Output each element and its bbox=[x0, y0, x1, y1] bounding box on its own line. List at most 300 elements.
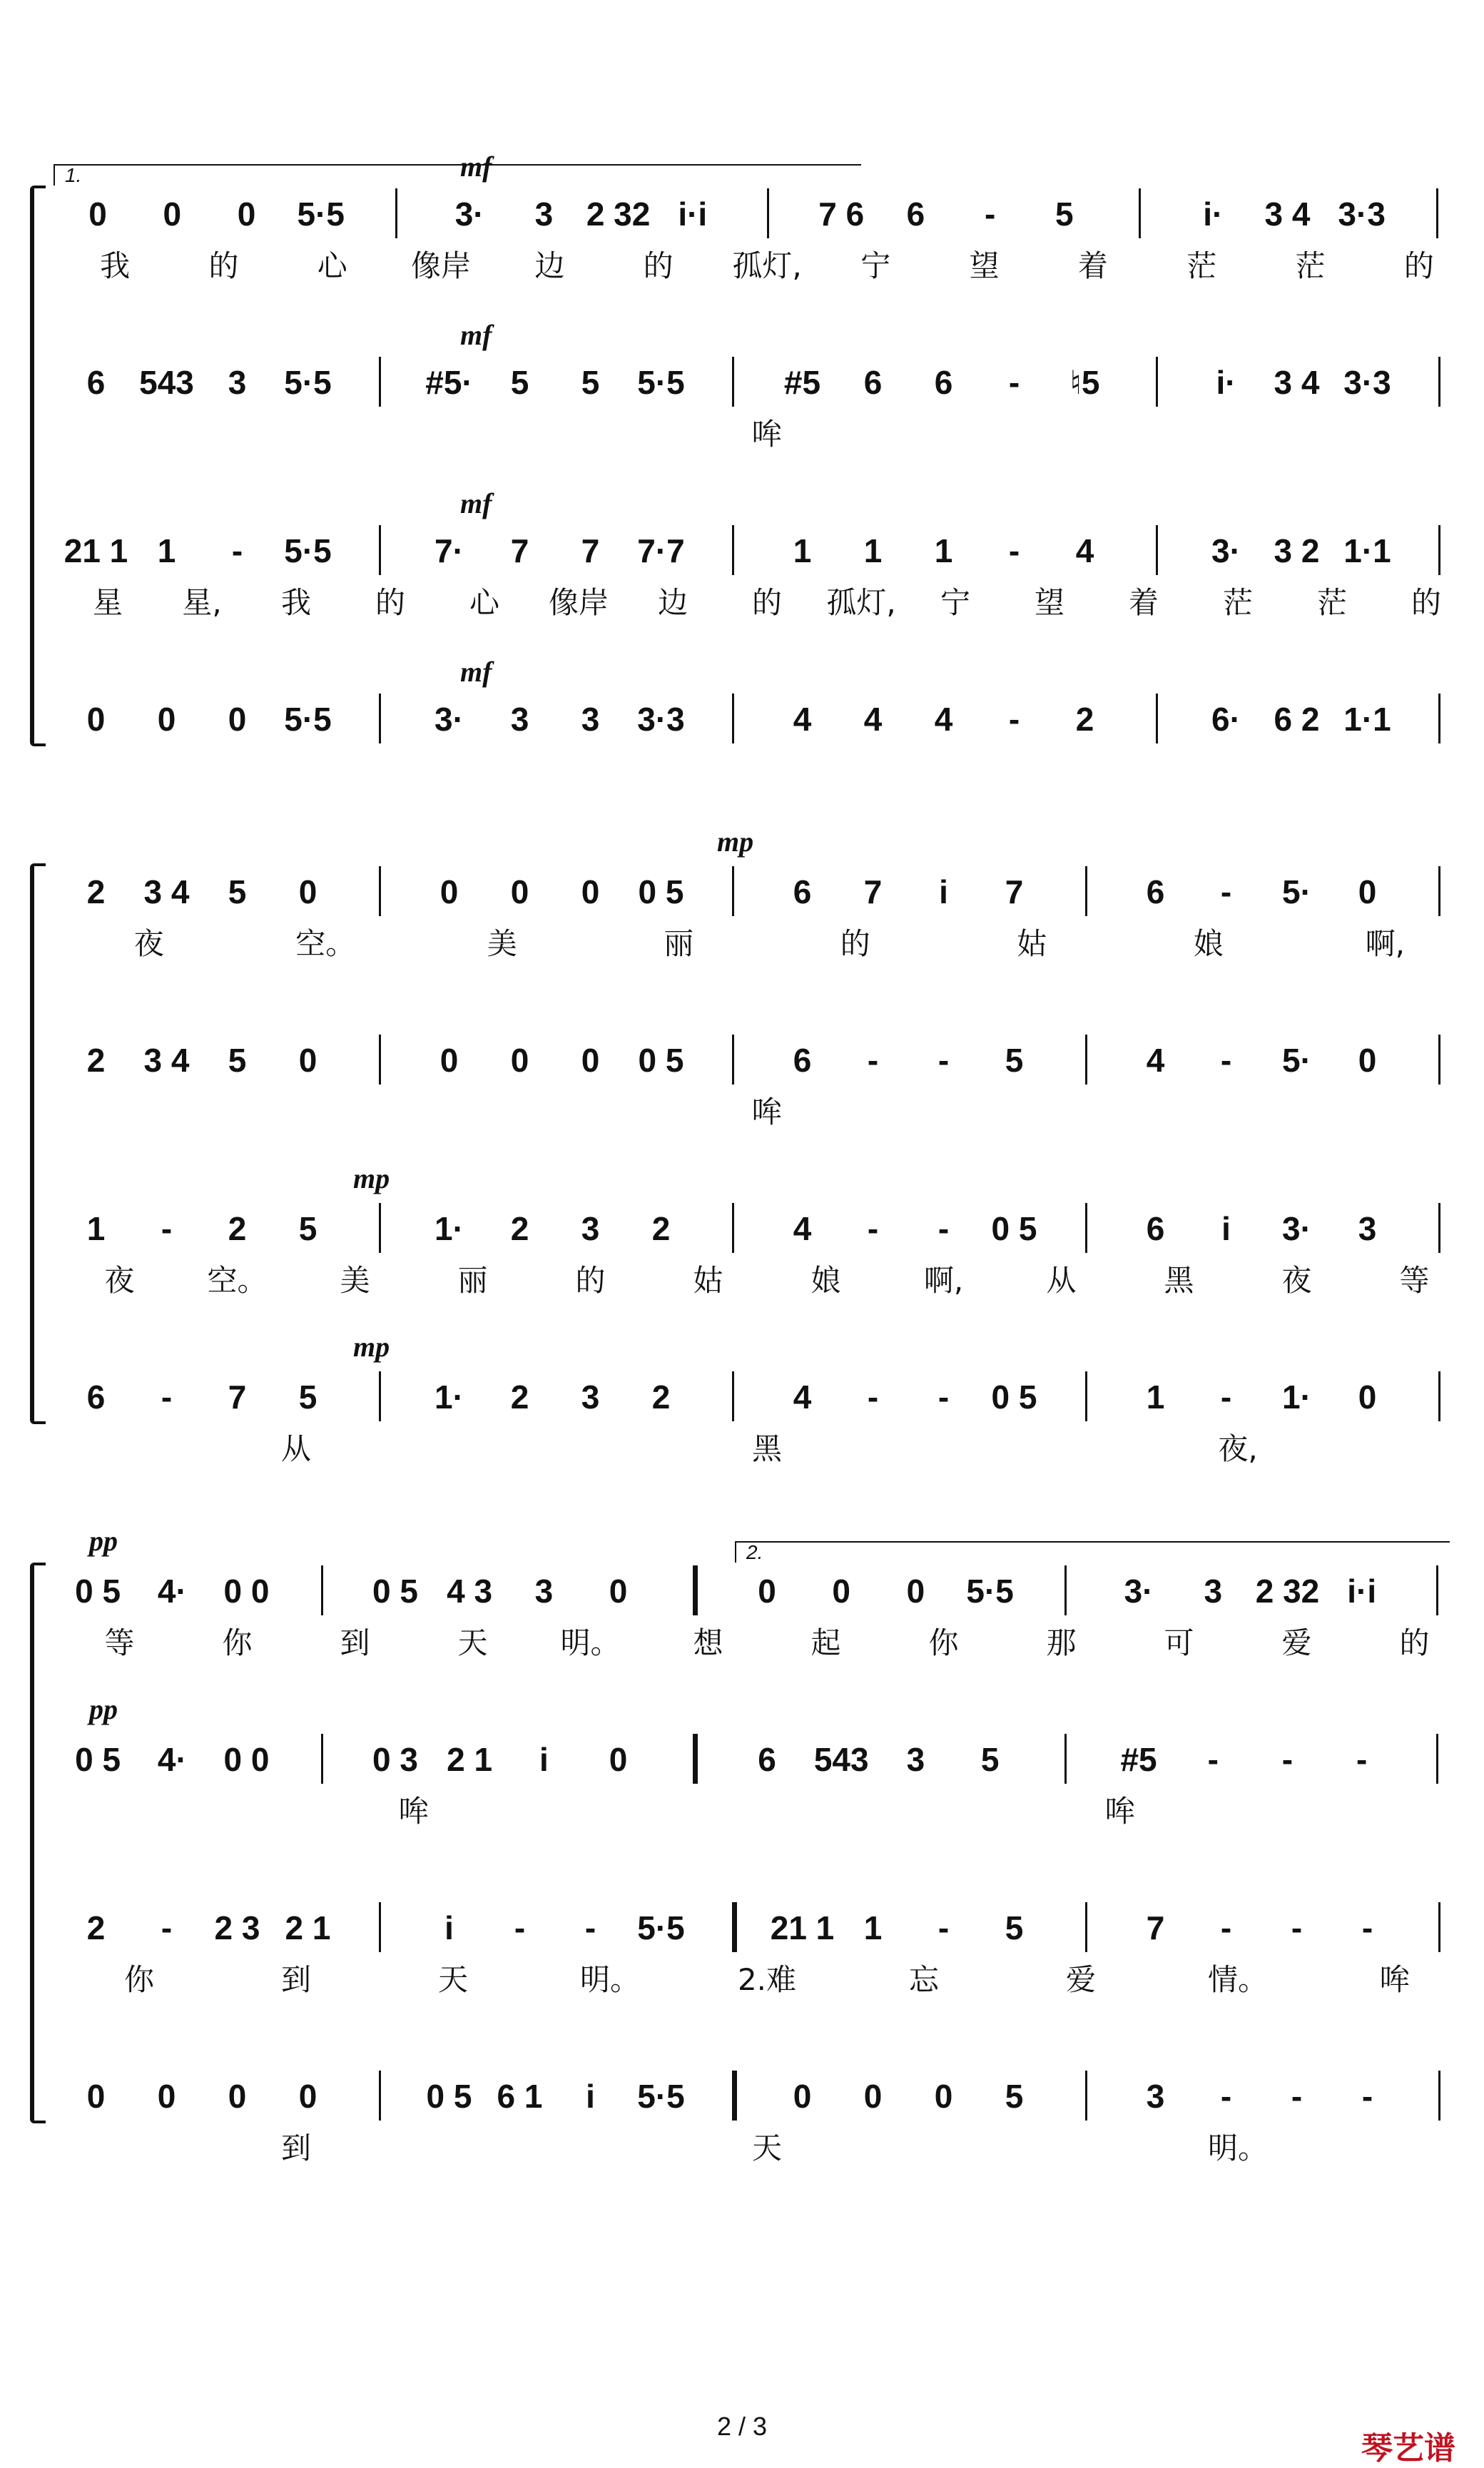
note-token: 3· bbox=[1211, 532, 1241, 569]
note-token: - bbox=[1207, 1741, 1219, 1778]
staff-line-part-3 bbox=[61, 1162, 1448, 1250]
note-token: - bbox=[937, 1042, 950, 1079]
note-token: - bbox=[1281, 1741, 1294, 1778]
barline bbox=[1438, 1203, 1440, 1253]
lyric-syllable: 黑 bbox=[1164, 1263, 1194, 1298]
note-token: 2 bbox=[651, 1378, 671, 1416]
lyric-syllable: 茫 bbox=[1222, 585, 1254, 620]
barline bbox=[732, 1035, 734, 1085]
lyric-syllable: 着 bbox=[1077, 248, 1108, 283]
barline bbox=[379, 694, 381, 743]
barline bbox=[1085, 1371, 1087, 1421]
note-token: 5·5 bbox=[637, 364, 685, 401]
note-token: 0 bbox=[86, 2078, 106, 2115]
note-token: 1 bbox=[863, 532, 883, 569]
note-token: 5 bbox=[298, 1210, 317, 1247]
note-token: - bbox=[1008, 364, 1020, 401]
lyric-syllable: 着 bbox=[1128, 585, 1159, 620]
lyric-syllable: 空。 bbox=[295, 926, 356, 961]
lyric-syllable: 茫 bbox=[1316, 585, 1348, 620]
barline bbox=[732, 357, 734, 407]
note-token: 3 bbox=[534, 1573, 554, 1610]
note-token: 1 bbox=[86, 1210, 106, 1247]
note-token: 3 bbox=[581, 701, 600, 738]
note-token: 7 bbox=[581, 532, 600, 569]
note-token: 5 bbox=[980, 1741, 1000, 1778]
dynamic-mark: mf bbox=[460, 151, 492, 183]
barline bbox=[767, 188, 769, 238]
note-token: 3· bbox=[434, 701, 464, 738]
lyric-syllable: 姑 bbox=[693, 1263, 723, 1298]
barline bbox=[379, 2071, 381, 2121]
lyric-syllable: 孤灯, bbox=[732, 248, 802, 283]
note-token: 5·5 bbox=[637, 2078, 685, 2115]
note-token: 21 1 bbox=[63, 532, 128, 569]
note-token: 0 bbox=[237, 195, 256, 233]
dynamic-mark: mf bbox=[460, 319, 492, 351]
note-token: 3· bbox=[1124, 1573, 1154, 1610]
lyric-syllable: 等 bbox=[1399, 1263, 1430, 1298]
note-token: 21 1 bbox=[770, 1909, 835, 1946]
note-token: 0 bbox=[298, 2078, 317, 2115]
staff-line-part-2 bbox=[61, 1039, 1448, 1082]
note-token: 5 bbox=[228, 1042, 247, 1079]
lyrics-line-part-3 bbox=[61, 585, 1448, 621]
note-token: 3 bbox=[906, 1741, 925, 1778]
volta-bracket bbox=[54, 164, 861, 186]
note-token: 4 bbox=[863, 701, 883, 738]
note-token: - bbox=[937, 1909, 950, 1946]
note-token: 2 3 bbox=[214, 1909, 260, 1946]
barline bbox=[321, 1734, 323, 1784]
lyrics-line-part-4 bbox=[61, 753, 1448, 789]
note-token: 1 bbox=[157, 532, 176, 569]
note-token: 0 bbox=[609, 1573, 628, 1610]
note-token: 0 0 bbox=[223, 1741, 270, 1778]
lyric-syllable: 哞 bbox=[1104, 1794, 1136, 1829]
note-token: 0 bbox=[832, 1573, 850, 1610]
lyric-syllable: 的 bbox=[208, 248, 239, 283]
note-token: 0 bbox=[793, 2078, 812, 2115]
note-token: 0 bbox=[510, 873, 529, 910]
note-token: 543 bbox=[813, 1741, 869, 1778]
note-token: 0 bbox=[906, 1573, 925, 1610]
note-token: - bbox=[937, 1378, 950, 1416]
barline bbox=[1085, 2071, 1087, 2121]
note-token: 3· bbox=[1282, 1210, 1311, 1247]
note-token: 0 bbox=[439, 873, 459, 910]
note-token: - bbox=[584, 1909, 596, 1946]
barline bbox=[1438, 525, 1440, 575]
note-token: 6 bbox=[86, 1378, 106, 1416]
note-token: 6 bbox=[793, 1042, 812, 1079]
lyric-syllable: 从 bbox=[280, 1431, 312, 1466]
lyric-syllable: 的 bbox=[840, 926, 870, 961]
lyric-syllable: 情。 bbox=[1207, 1962, 1269, 1997]
note-token: 5·5 bbox=[284, 701, 332, 738]
note-token: 4 bbox=[793, 1378, 812, 1416]
note-token: 0 bbox=[88, 195, 107, 233]
barline bbox=[1438, 694, 1440, 743]
barline bbox=[732, 1371, 734, 1421]
note-token: 3 4 bbox=[1274, 364, 1320, 401]
note-token: 6 bbox=[1146, 1210, 1165, 1247]
note-token: 3 bbox=[534, 195, 554, 233]
lyric-syllable: 到 bbox=[340, 1625, 370, 1660]
lyrics-line-part-1 bbox=[61, 1625, 1448, 1661]
lyric-syllable: 望 bbox=[969, 248, 1000, 283]
note-token: 0 bbox=[228, 2078, 247, 2115]
note-token: 5· bbox=[1282, 873, 1311, 910]
lyric-syllable: 宁 bbox=[860, 248, 891, 283]
barline bbox=[1438, 1902, 1440, 1952]
note-token: 2 bbox=[510, 1378, 529, 1416]
note-token: - bbox=[1361, 1909, 1373, 1946]
note-token: 3·3 bbox=[637, 701, 685, 738]
lyric-syllable: 哞 bbox=[1379, 1962, 1411, 1997]
barline bbox=[1438, 1035, 1440, 1085]
barline bbox=[1064, 1565, 1067, 1615]
lyric-syllable: 茫 bbox=[1186, 248, 1217, 283]
lyric-syllable: 像岸 bbox=[411, 248, 472, 283]
note-token: 3· bbox=[454, 195, 484, 233]
lyric-syllable: 的 bbox=[1411, 585, 1442, 620]
lyric-syllable: 宁 bbox=[940, 585, 971, 620]
note-token: 2 bbox=[86, 1909, 106, 1946]
note-token: 4 bbox=[793, 1210, 812, 1247]
note-token: 6 bbox=[793, 873, 812, 910]
note-token: 3 4 bbox=[143, 873, 190, 910]
lyric-syllable: 天 bbox=[751, 2131, 783, 2165]
note-token: - bbox=[1220, 2078, 1232, 2115]
note-token: - bbox=[1291, 2078, 1303, 2115]
page-number: 2 / 3 bbox=[716, 2412, 768, 2441]
lyric-syllable: 哞 bbox=[751, 1095, 783, 1129]
lyric-syllable: 爱 bbox=[1281, 1625, 1312, 1660]
note-token: - bbox=[231, 532, 243, 569]
barline bbox=[1156, 357, 1158, 407]
note-token: 0 bbox=[439, 1042, 459, 1079]
note-token: 7·7 bbox=[637, 532, 685, 569]
lyric-syllable: 从 bbox=[1046, 1263, 1077, 1298]
lyric-syllable: 心 bbox=[469, 585, 500, 620]
volta-label: 2. bbox=[746, 1541, 763, 1563]
note-token: 0 5 bbox=[991, 1378, 1037, 1416]
lyrics-line-part-1 bbox=[61, 926, 1448, 962]
note-token: 5 bbox=[298, 1378, 317, 1416]
note-token: 2 bbox=[228, 1210, 247, 1247]
dynamic-mark: mp bbox=[717, 826, 754, 858]
note-token: 6 1 bbox=[497, 2078, 543, 2115]
lyric-syllable: 像岸 bbox=[548, 585, 609, 620]
note-token: 7 bbox=[1005, 873, 1024, 910]
note-token: 0 bbox=[1358, 1378, 1377, 1416]
note-token: 6 bbox=[934, 364, 953, 401]
lyric-syllable: 边 bbox=[534, 248, 565, 283]
note-token: 7 6 bbox=[818, 195, 865, 233]
lyric-syllable: 空。 bbox=[207, 1263, 268, 1298]
staff-line-part-3 bbox=[61, 487, 1448, 572]
note-token: 7 bbox=[228, 1378, 247, 1416]
note-token: 0 bbox=[298, 873, 317, 910]
note-token: #5 bbox=[783, 364, 821, 401]
lyric-syllable: 黑 bbox=[751, 1431, 783, 1466]
note-token: 5·5 bbox=[637, 1909, 685, 1946]
lyric-syllable: 的 bbox=[751, 585, 783, 620]
lyric-syllable: 姑 bbox=[1017, 926, 1047, 961]
barline bbox=[732, 866, 734, 916]
lyric-syllable: 望 bbox=[1034, 585, 1065, 620]
note-token: 6· bbox=[1211, 701, 1241, 738]
note-token: 1 bbox=[1146, 1378, 1165, 1416]
note-token: 4· bbox=[157, 1573, 187, 1610]
lyric-syllable: 想 bbox=[693, 1625, 723, 1660]
note-token: 1·1 bbox=[1343, 532, 1391, 569]
system-bracket bbox=[30, 186, 46, 746]
barline bbox=[1085, 1203, 1087, 1253]
note-token: 7 bbox=[1146, 1909, 1165, 1946]
note-token: - bbox=[1220, 1042, 1232, 1079]
note-token: 0 bbox=[581, 1042, 600, 1079]
lyric-syllable: 娘 bbox=[810, 1263, 841, 1298]
score-system bbox=[21, 151, 1463, 845]
lyric-syllable: 可 bbox=[1164, 1625, 1194, 1660]
dynamic-mark: pp bbox=[89, 1693, 118, 1725]
note-token: 3 bbox=[581, 1210, 600, 1247]
note-token: - bbox=[1008, 701, 1020, 738]
note-token: 7· bbox=[434, 532, 464, 569]
note-token: 6 bbox=[86, 364, 106, 401]
note-token: 5·5 bbox=[966, 1573, 1014, 1610]
note-token: 2 1 bbox=[285, 1909, 331, 1946]
barline bbox=[395, 188, 397, 238]
note-token: i bbox=[539, 1741, 549, 1778]
note-token: 5 bbox=[1005, 2078, 1024, 2115]
lyric-syllable: 我 bbox=[280, 585, 312, 620]
brand-logo: 琴艺谱 bbox=[1361, 2431, 1455, 2466]
note-token: 3 bbox=[1204, 1573, 1223, 1610]
dynamic-mark: mf bbox=[460, 656, 492, 688]
barline bbox=[379, 1371, 381, 1421]
dynamic-mark: pp bbox=[89, 1525, 118, 1557]
note-token: 5·5 bbox=[284, 364, 332, 401]
note-token: 1· bbox=[434, 1210, 464, 1247]
note-token: 5· bbox=[1282, 1042, 1311, 1079]
note-token: 4 bbox=[1075, 532, 1094, 569]
note-token: 1 bbox=[863, 1909, 883, 1946]
lyric-syllable: 夜 bbox=[104, 1263, 135, 1298]
note-token: 0 bbox=[1358, 1042, 1377, 1079]
staff-line-part-4 bbox=[61, 656, 1448, 741]
note-token: 0 bbox=[157, 701, 176, 738]
note-token: 0 bbox=[758, 1573, 776, 1610]
staff-line-part-2 bbox=[61, 319, 1448, 404]
lyric-syllable: 的 bbox=[1403, 248, 1434, 283]
lyrics-line-part-2 bbox=[61, 1095, 1448, 1130]
note-token: 3 4 bbox=[1264, 195, 1311, 233]
lyric-syllable: 我 bbox=[100, 248, 131, 283]
note-token: 5 bbox=[228, 873, 247, 910]
dynamic-mark: mf bbox=[460, 487, 492, 519]
note-token: 0 bbox=[298, 1042, 317, 1079]
lyric-syllable: 丽 bbox=[664, 926, 694, 961]
note-token: - bbox=[867, 1378, 879, 1416]
note-token: 0 bbox=[86, 701, 106, 738]
staff-line-part-4 bbox=[61, 2075, 1448, 2118]
staff-line-part-3 bbox=[61, 1906, 1448, 1949]
note-token: - bbox=[937, 1210, 950, 1247]
staff-line-part-2 bbox=[61, 1693, 1448, 1781]
note-token: 0 3 bbox=[372, 1741, 418, 1778]
lyric-syllable: 星 bbox=[92, 585, 123, 620]
barline bbox=[1085, 866, 1087, 916]
volta-bracket bbox=[735, 1541, 1450, 1563]
lyric-syllable: 心 bbox=[317, 248, 347, 283]
staff-line-part-1 bbox=[61, 826, 1448, 913]
note-token: - bbox=[1008, 532, 1020, 569]
note-token: 0 bbox=[934, 2078, 953, 2115]
lyric-syllable: 哞 bbox=[751, 417, 783, 452]
lyric-syllable: 的 bbox=[1399, 1625, 1430, 1660]
note-token: 4 bbox=[793, 701, 812, 738]
lyric-syllable: 天 bbox=[457, 1625, 488, 1660]
note-token: 0 5 bbox=[638, 1042, 684, 1079]
note-token: 3·3 bbox=[1338, 195, 1386, 233]
note-token: 6 bbox=[863, 364, 883, 401]
note-token: 0 5 bbox=[75, 1573, 121, 1610]
note-token: 6 2 bbox=[1274, 701, 1320, 738]
note-token: 1 bbox=[934, 532, 953, 569]
note-token: 0 bbox=[609, 1741, 628, 1778]
barline bbox=[1436, 188, 1438, 238]
note-token: - bbox=[1291, 1909, 1303, 1946]
lyric-syllable: 的 bbox=[643, 248, 674, 283]
note-token: - bbox=[867, 1210, 879, 1247]
note-token: 5 bbox=[1055, 195, 1074, 233]
staff-line-part-1 bbox=[61, 1525, 1448, 1613]
note-token: #5· bbox=[425, 364, 473, 401]
staff-line-part-4 bbox=[61, 1331, 1448, 1418]
note-token: 3 bbox=[1358, 1210, 1377, 1247]
lyric-syllable: 娘 bbox=[1193, 926, 1224, 961]
repeat-barline bbox=[693, 1734, 698, 1784]
note-token: - bbox=[984, 195, 996, 233]
note-token: 7 bbox=[863, 873, 883, 910]
note-token: 6 bbox=[758, 1741, 776, 1778]
note-token: 3·3 bbox=[1343, 364, 1391, 401]
barline bbox=[1438, 357, 1440, 407]
lyrics-line-part-1 bbox=[61, 248, 1448, 284]
score-system bbox=[21, 826, 1463, 1523]
barline bbox=[1085, 1035, 1087, 1085]
note-token: 3 4 bbox=[143, 1042, 190, 1079]
note-token: 2 1 bbox=[447, 1741, 493, 1778]
lyric-syllable: 明。 bbox=[1207, 2131, 1269, 2165]
barline bbox=[1156, 525, 1158, 575]
note-token: 0 bbox=[1358, 873, 1377, 910]
note-token: i bbox=[939, 873, 948, 910]
lyric-syllable: 爱 bbox=[1065, 1962, 1097, 1997]
lyric-syllable: 啊, bbox=[923, 1263, 964, 1298]
lyric-syllable: 丽 bbox=[457, 1263, 488, 1298]
note-token: 4 bbox=[1146, 1042, 1165, 1079]
lyric-syllable: 那 bbox=[1046, 1625, 1077, 1660]
note-token: 5 bbox=[581, 364, 600, 401]
repeat-barline bbox=[693, 1565, 698, 1615]
note-token: i· bbox=[1216, 364, 1236, 401]
lyric-syllable: 到 bbox=[280, 1962, 312, 1997]
repeat-barline bbox=[732, 1902, 737, 1952]
note-token: i·i bbox=[1347, 1573, 1377, 1610]
barline bbox=[1438, 866, 1440, 916]
note-token: 5 bbox=[1005, 1909, 1024, 1946]
lyric-syllable: 你 bbox=[123, 1962, 155, 1997]
system-bracket bbox=[30, 1563, 46, 2123]
note-token: 4· bbox=[157, 1741, 187, 1778]
lyrics-line-part-4 bbox=[61, 1431, 1448, 1467]
barline bbox=[1064, 1734, 1067, 1784]
note-token: - bbox=[1220, 1378, 1232, 1416]
note-token: - bbox=[867, 1042, 879, 1079]
barline bbox=[379, 1902, 381, 1952]
note-token: 5 bbox=[510, 364, 529, 401]
note-token: 3 bbox=[228, 364, 247, 401]
note-token: 0 5 bbox=[426, 2078, 472, 2115]
lyric-syllable: 美 bbox=[340, 1263, 370, 1298]
note-token: 2 32 bbox=[1255, 1573, 1320, 1610]
lyrics-line-part-2 bbox=[61, 1794, 1448, 1829]
barline bbox=[1156, 694, 1158, 743]
lyric-syllable: 明。 bbox=[560, 1625, 621, 1660]
note-token: 1· bbox=[1282, 1378, 1311, 1416]
note-token: 3 bbox=[581, 1378, 600, 1416]
lyrics-line-part-2 bbox=[61, 417, 1448, 452]
dynamic-mark: mp bbox=[353, 1162, 390, 1194]
note-token: 1· bbox=[434, 1378, 464, 1416]
note-token: 0 5 bbox=[638, 873, 684, 910]
repeat-barline bbox=[732, 2071, 737, 2121]
note-token: 4 3 bbox=[447, 1573, 493, 1610]
note-token: 0 bbox=[228, 701, 247, 738]
note-token: 0 5 bbox=[991, 1210, 1037, 1247]
note-token: 0 5 bbox=[372, 1573, 418, 1610]
note-token: - bbox=[161, 1909, 173, 1946]
note-token: - bbox=[1220, 873, 1232, 910]
lyric-syllable: 的 bbox=[375, 585, 406, 620]
lyric-syllable: 夜 bbox=[1281, 1263, 1312, 1298]
lyric-syllable: 忘 bbox=[908, 1962, 940, 1997]
barline bbox=[732, 694, 734, 743]
lyric-syllable: 的 bbox=[575, 1263, 606, 1298]
note-token: - bbox=[161, 1210, 173, 1247]
barline bbox=[379, 525, 381, 575]
barline bbox=[1438, 2071, 1440, 2121]
barline bbox=[1139, 188, 1141, 238]
note-token: 2 bbox=[510, 1210, 529, 1247]
lyric-syllable: 到 bbox=[280, 2131, 312, 2165]
note-token: 2 bbox=[651, 1210, 671, 1247]
barline bbox=[379, 1035, 381, 1085]
lyric-syllable: 孤灯, bbox=[826, 585, 896, 620]
barline bbox=[379, 866, 381, 916]
note-token: 5·5 bbox=[284, 532, 332, 569]
lyric-syllable: 天 bbox=[437, 1962, 469, 1997]
note-token: 2 bbox=[1075, 701, 1094, 738]
note-token: 2 bbox=[86, 873, 106, 910]
note-token: 7 bbox=[510, 532, 529, 569]
note-token: - bbox=[1220, 1909, 1232, 1946]
note-token: i bbox=[444, 1909, 454, 1946]
